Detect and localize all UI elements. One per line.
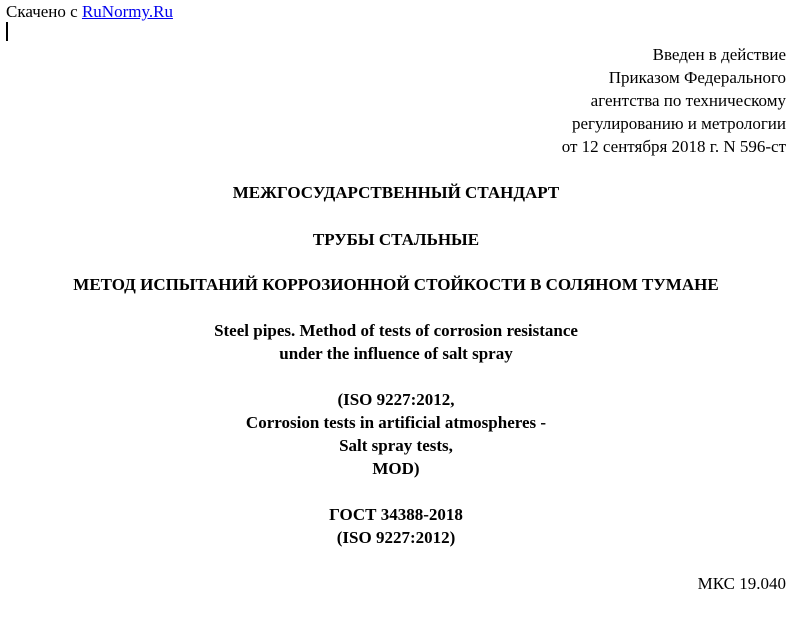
text-cursor <box>6 22 8 41</box>
enactment-line: Приказом Федерального <box>608 68 786 87</box>
enactment-line: регулированию и метрологии <box>571 114 786 133</box>
designation-line: (ISO 9227:2012) <box>336 528 456 547</box>
enactment-note <box>562 43 786 158</box>
mks-code: МКС 19.040 <box>697 574 786 593</box>
iso-reference-line: Salt spray tests, <box>339 436 453 455</box>
iso-reference-block <box>0 388 792 480</box>
enactment-line: агентства по техническому <box>590 91 786 110</box>
designation-line: ГОСТ 34388-2018 <box>329 505 463 524</box>
enactment-line: от 12 сентября 2018 г. N 596-ст <box>561 137 786 156</box>
designation-block <box>0 503 792 549</box>
runormy-link[interactable]: RuNormy.Ru <box>81 2 173 21</box>
iso-reference-line: Corrosion tests in artificial atmospheres - <box>245 413 547 432</box>
standard-title: ТРУБЫ СТАЛЬНЫЕ <box>312 230 480 249</box>
standard-subtitle: МЕТОД ИСПЫТАНИЙ КОРРОЗИОННОЙ СТОЙКОСТИ В СОЛЯНОМ ТУМАНЕ <box>73 275 719 294</box>
iso-reference-line: (ISO 9227:2012, <box>337 390 455 409</box>
download-source-line <box>6 0 173 23</box>
standard-title-heading <box>0 228 792 251</box>
standard-type-heading <box>0 181 792 204</box>
standard-subtitle-heading <box>0 273 792 296</box>
english-title-block <box>0 319 792 365</box>
iso-reference-line: MOD) <box>372 459 420 478</box>
standard-type: МЕЖГОСУДАРСТВЕННЫЙ СТАНДАРТ <box>232 183 560 202</box>
download-source-prefix: Скачено с <box>6 2 78 21</box>
enactment-line: Введен в действие <box>652 45 786 64</box>
english-title-line: under the influence of salt spray <box>279 344 513 363</box>
english-title-line: Steel pipes. Method of tests of corrosion resistance <box>214 321 578 340</box>
